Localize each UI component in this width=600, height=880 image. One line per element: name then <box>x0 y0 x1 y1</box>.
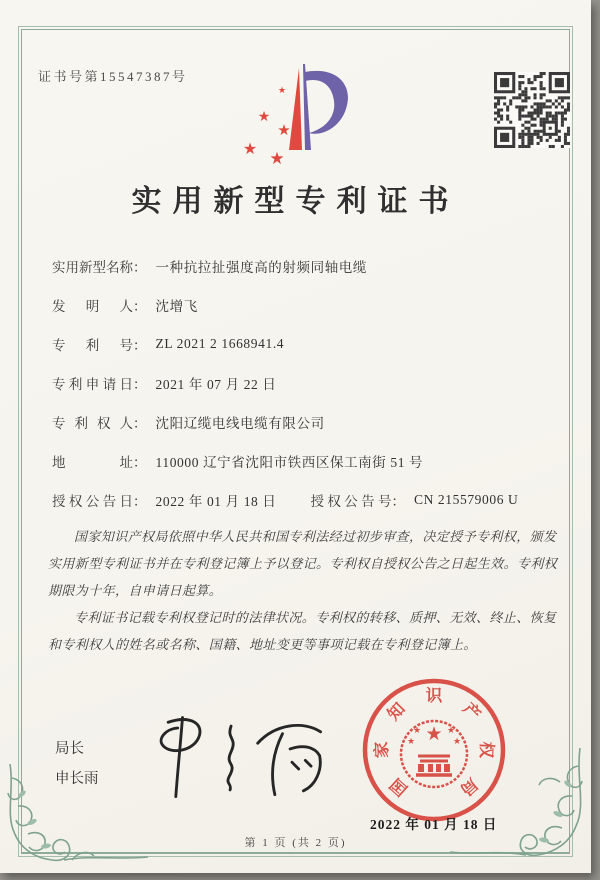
seal-date: 2022 年 01 月 18 日 <box>370 817 498 832</box>
field-address: 地址 ： 110000 辽宁省沈阳市铁西区保工南街 51 号 <box>52 441 557 480</box>
legal-paragraph-2: 专利证书记载专利权登记时的法律状况。专利权的转移、质押、无效、终止、恢复和专利权人的姓名或名称、国籍、地址变更等事项记载在专利登记簿上。 <box>48 610 557 652</box>
signer-title: 局长 <box>55 741 84 757</box>
field-filing-date: 专利申请日 ： 2021 年 07 月 22 日 <box>52 363 557 402</box>
svg-text:★: ★ <box>257 110 271 125</box>
svg-text:★: ★ <box>277 85 287 95</box>
field-value: CN 215579006 U <box>413 491 519 507</box>
certificate-fields <box>52 246 557 519</box>
field-value: 一种抗拉扯强度高的射频同轴电缆 <box>155 259 367 275</box>
field-value: ZL 2021 2 1668941.4 <box>155 335 285 351</box>
svg-text:★: ★ <box>242 141 258 158</box>
field-label: 专利申请日 <box>52 376 133 392</box>
cnipa-logo-icon <box>238 58 360 164</box>
field-patent-number: 专利号 ： ZL 2021 2 1668941.4 <box>52 335 285 353</box>
field-inventor: 发明人 ： 沈增飞 <box>52 285 557 324</box>
svg-text:知: 知 <box>383 698 409 725</box>
svg-text:★: ★ <box>277 123 291 139</box>
field-value: 2022 年 01 月 18 日 <box>155 493 277 509</box>
field-label: 地址 <box>52 454 133 470</box>
field-label: 授权公告日 <box>52 493 133 509</box>
field-value: 2021 年 07 月 22 日 <box>155 376 277 392</box>
certificate-number: 证书号第15547387号 <box>38 69 188 84</box>
floral-ornament-bottom-left-icon <box>2 764 148 868</box>
field-label: 发明人 <box>52 298 133 314</box>
field-value: 沈阳辽缆电线电缆有限公司 <box>155 415 325 431</box>
field-grant-date-row: 授权公告日 ： 2022 年 01 月 18 日 授权公告号 ： CN 215579006 U <box>52 491 519 509</box>
field-grant-number: 授权公告号 ： CN 215579006 U <box>310 491 519 509</box>
commissioner-signature <box>132 712 332 804</box>
field-label: 专利权人 <box>52 415 133 431</box>
svg-text:★: ★ <box>446 725 456 735</box>
field-utility-model-name: 实用新型名称 ： 一种抗拉扯强度高的射频同轴电缆 <box>52 246 557 285</box>
field-label: 授权公告号 <box>310 493 392 509</box>
svg-text:家: 家 <box>371 741 392 759</box>
field-value: 110000 辽宁省沈阳市铁西区保工南街 51 号 <box>155 454 424 470</box>
qr-code <box>494 72 570 148</box>
field-label: 专利号 <box>52 337 133 353</box>
signer-name: 申长雨 <box>55 771 99 787</box>
svg-text:产: 产 <box>459 698 485 725</box>
svg-text:★: ★ <box>406 736 416 746</box>
field-patentee: 专利权人 ： 沈阳辽缆电线电缆有限公司 <box>52 402 557 441</box>
field-value: 沈增飞 <box>155 298 198 314</box>
legal-paragraph-1: 国家知识产权局依照中华人民共和国专利法经过初步审查，决定授予专利权，颁发实用新型专利证书并在专利登记簿上予以登记。专利权自授权公告之日起生效。专利权期限为十年，自申请日起算。 <box>48 529 558 598</box>
legal-text <box>48 523 558 658</box>
svg-text:权: 权 <box>476 741 497 759</box>
certificate-title: 实用新型专利证书 <box>131 185 460 218</box>
field-label: 实用新型名称 <box>52 259 133 275</box>
page-number: 第 1 页 (共 2 页) <box>244 837 347 849</box>
svg-text:局: 局 <box>456 774 482 800</box>
svg-text:★: ★ <box>412 725 422 735</box>
svg-text:★: ★ <box>269 149 285 164</box>
svg-text:★: ★ <box>452 736 462 746</box>
svg-text:国: 国 <box>386 774 412 800</box>
svg-text:识: 识 <box>425 686 443 705</box>
svg-text:★: ★ <box>425 724 443 745</box>
